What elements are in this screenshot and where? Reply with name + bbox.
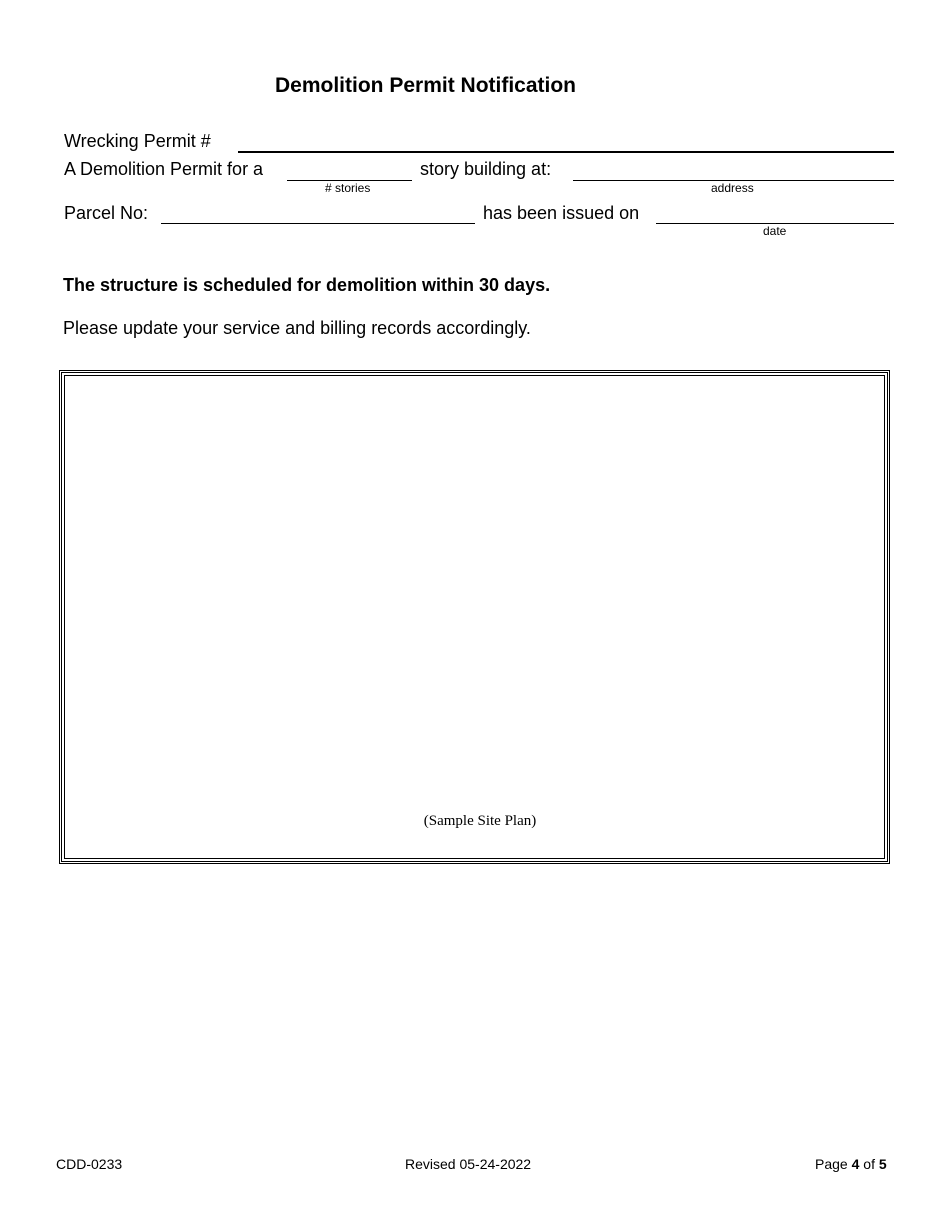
stories-hint: # stories bbox=[325, 181, 371, 195]
story-building-label: story building at: bbox=[420, 159, 552, 179]
page-total: 5 bbox=[878, 1156, 887, 1172]
site-plan-inner-border bbox=[64, 375, 885, 859]
page-word: Page bbox=[815, 1156, 848, 1172]
parcel-field[interactable] bbox=[161, 223, 475, 224]
of-word: of bbox=[863, 1156, 875, 1172]
revised-date: Revised 05-24-2022 bbox=[405, 1156, 532, 1172]
date-hint: date bbox=[763, 224, 787, 238]
records-update-notice: Please update your service and billing records accordingly. bbox=[63, 318, 531, 338]
demolition-schedule-notice: The structure is scheduled for demolition within 30 days. bbox=[63, 275, 551, 295]
issued-label: has been issued on bbox=[483, 203, 640, 223]
demolition-permit-prefix: A Demolition Permit for a bbox=[64, 159, 264, 179]
form-number: CDD-0233 bbox=[56, 1156, 123, 1172]
page-current: 4 bbox=[851, 1156, 860, 1172]
parcel-label: Parcel No: bbox=[64, 203, 149, 223]
address-hint: address bbox=[711, 181, 754, 195]
page-indicator bbox=[815, 1156, 887, 1172]
wrecking-permit-label: Wrecking Permit # bbox=[64, 131, 211, 151]
site-plan-box bbox=[59, 370, 890, 864]
wrecking-permit-field[interactable] bbox=[238, 151, 894, 153]
page-title: Demolition Permit Notification bbox=[275, 74, 577, 97]
site-plan-caption: (Sample Site Plan) bbox=[423, 813, 537, 829]
